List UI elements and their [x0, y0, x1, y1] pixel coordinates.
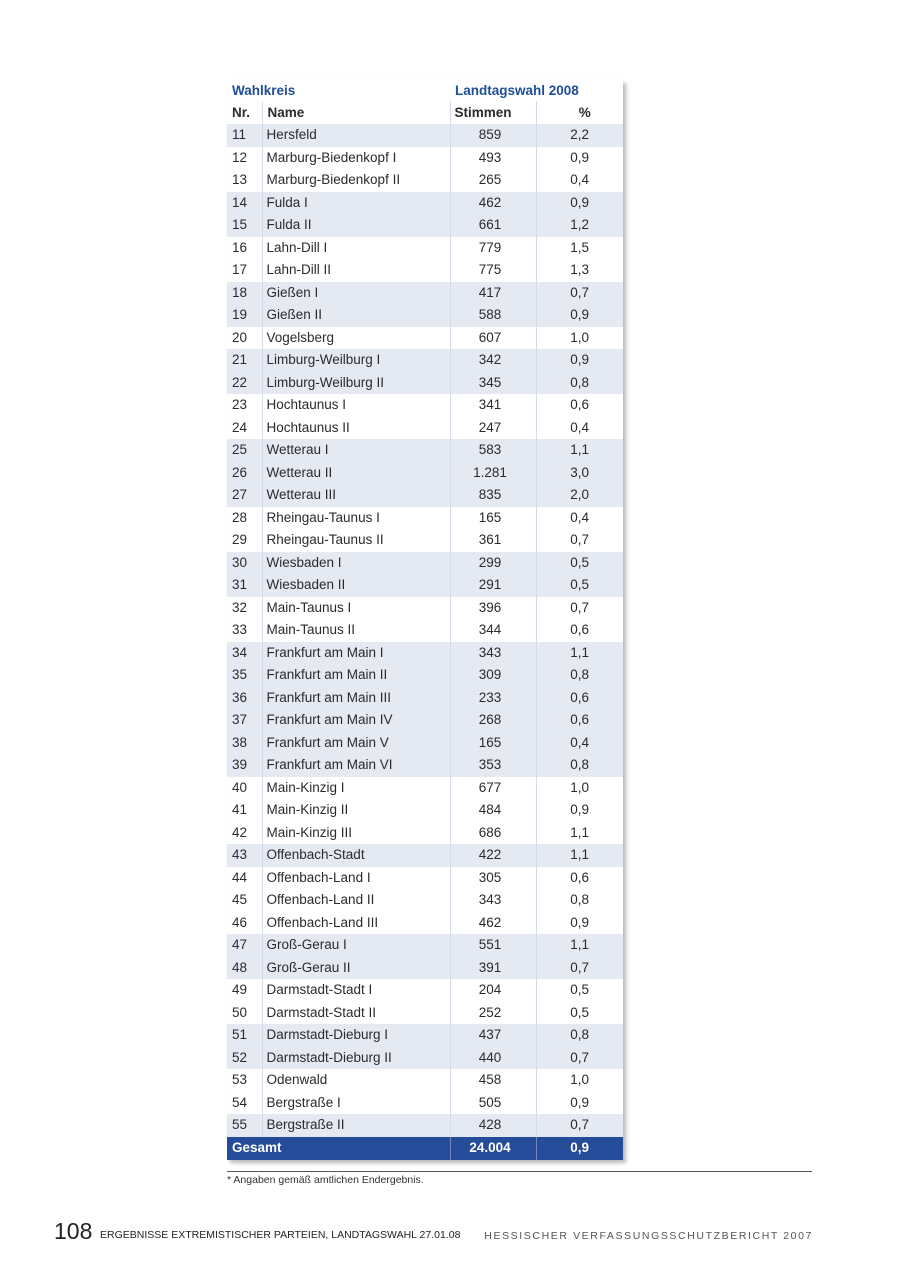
row-percent: 0,4 [536, 732, 623, 755]
row-name: Wetterau II [262, 462, 450, 485]
row-name: Main-Kinzig I [262, 777, 450, 800]
row-name: Offenbach-Stadt [262, 844, 450, 867]
row-number: 19 [227, 304, 262, 327]
row-name: Darmstadt-Dieburg II [262, 1047, 450, 1070]
row-percent: 0,7 [536, 529, 623, 552]
row-name: Wiesbaden II [262, 574, 450, 597]
footer-section-title: ERGEBNISSE EXTREMISTISCHER PARTEIEN, LANDTAGSWAHL 27.01.08 [100, 1229, 461, 1241]
row-name: Frankfurt am Main I [262, 642, 450, 665]
row-name: Darmstadt-Stadt I [262, 979, 450, 1002]
row-stimmen: 204 [450, 979, 536, 1002]
row-name: Groß-Gerau I [262, 934, 450, 957]
row-name: Frankfurt am Main III [262, 687, 450, 710]
row-name: Main-Taunus I [262, 597, 450, 620]
table-row [227, 147, 623, 170]
table-row [227, 957, 623, 980]
column-header-name: Name [262, 101, 450, 124]
row-percent: 0,7 [536, 1047, 623, 1070]
table-row [227, 799, 623, 822]
row-stimmen: 677 [450, 777, 536, 800]
row-number: 48 [227, 957, 262, 980]
row-stimmen: 484 [450, 799, 536, 822]
row-stimmen: 583 [450, 439, 536, 462]
row-name: Rheingau-Taunus II [262, 529, 450, 552]
row-stimmen: 551 [450, 934, 536, 957]
row-stimmen: 343 [450, 889, 536, 912]
row-stimmen: 437 [450, 1024, 536, 1047]
row-percent: 0,6 [536, 709, 623, 732]
row-name: Hochtaunus II [262, 417, 450, 440]
row-number: 37 [227, 709, 262, 732]
row-percent: 0,6 [536, 687, 623, 710]
row-percent: 0,5 [536, 979, 623, 1002]
row-number: 15 [227, 214, 262, 237]
table-row [227, 169, 623, 192]
row-percent: 0,9 [536, 192, 623, 215]
row-number: 17 [232, 262, 248, 277]
row-number: 24 [232, 419, 248, 435]
row-stimmen: 247 [450, 417, 536, 440]
row-name: Wiesbaden I [262, 552, 450, 575]
table-row [227, 1024, 623, 1047]
total-percent: 0,9 [536, 1137, 623, 1160]
row-number: 18 [227, 282, 262, 305]
row-number: 28 [232, 509, 248, 525]
row-percent: 2,0 [536, 484, 623, 507]
row-stimmen: 345 [450, 372, 536, 395]
row-name: Limburg-Weilburg II [262, 372, 450, 395]
row-number: 55 [227, 1114, 262, 1137]
row-number: 23 [232, 397, 248, 412]
row-percent: 3,0 [536, 462, 623, 485]
row-percent: 0,7 [536, 597, 623, 620]
row-stimmen: 305 [450, 867, 536, 890]
row-number: 31 [227, 574, 262, 597]
results-table [227, 80, 623, 1160]
row-stimmen: 422 [450, 844, 536, 867]
row-percent: 0,7 [536, 1114, 623, 1137]
row-name: Hersfeld [262, 124, 450, 147]
row-stimmen: 835 [450, 484, 536, 507]
row-number: 39 [227, 754, 262, 777]
row-number: 34 [227, 642, 262, 665]
row-name: Main-Kinzig III [262, 822, 450, 845]
footer-report-title: HESSISCHER VERFASSUNGSSCHUTZBERICHT 2007 [484, 1230, 813, 1242]
table-row [227, 597, 623, 620]
row-number: 33 [232, 622, 248, 637]
row-percent: 1,1 [536, 822, 623, 845]
table-row [227, 777, 623, 800]
row-number: 35 [227, 664, 262, 687]
row-name: Frankfurt am Main VI [262, 754, 450, 777]
table-row [227, 1092, 623, 1115]
row-stimmen: 686 [450, 822, 536, 845]
row-name: Frankfurt am Main V [262, 732, 450, 755]
row-stimmen: 396 [450, 597, 536, 620]
table-column-header [227, 101, 623, 124]
row-number: 51 [227, 1024, 262, 1047]
table-row [227, 1069, 623, 1092]
table-row [227, 484, 623, 507]
row-percent: 1,1 [536, 934, 623, 957]
row-percent: 0,4 [536, 417, 623, 440]
table-row [227, 124, 623, 147]
row-number: 38 [227, 732, 262, 755]
row-percent: 0,9 [536, 349, 623, 372]
row-name: Wetterau I [262, 439, 450, 462]
table-row [227, 867, 623, 890]
row-stimmen: 417 [450, 282, 536, 305]
table-row [227, 1002, 623, 1025]
row-stimmen: 607 [450, 327, 536, 350]
table-row [227, 709, 623, 732]
row-number: 26 [227, 462, 262, 485]
table-row [227, 327, 623, 350]
row-name: Limburg-Weilburg I [262, 349, 450, 372]
row-name: Offenbach-Land I [262, 867, 450, 890]
table-row [227, 844, 623, 867]
row-percent: 0,9 [536, 799, 623, 822]
row-number: 41 [232, 802, 248, 817]
table-row [227, 462, 623, 485]
row-stimmen: 458 [450, 1069, 536, 1092]
row-stimmen: 1.281 [450, 462, 536, 485]
table-row [227, 529, 623, 552]
table-row [227, 912, 623, 935]
row-name: Marburg-Biedenkopf II [262, 169, 450, 192]
row-stimmen: 661 [450, 214, 536, 237]
total-label: Gesamt [227, 1137, 450, 1160]
total-stimmen: 24.004 [450, 1137, 536, 1160]
row-number: 12 [232, 149, 248, 165]
table-row [227, 979, 623, 1002]
row-stimmen: 779 [450, 237, 536, 260]
group-header-wahlkreis: Wahlkreis [232, 83, 296, 98]
row-name: Frankfurt am Main II [262, 664, 450, 687]
row-percent: 0,9 [536, 1092, 623, 1115]
row-name: Vogelsberg [262, 327, 450, 350]
row-number: 53 [232, 1072, 248, 1087]
row-percent: 0,9 [536, 147, 623, 170]
row-name: Fulda I [262, 192, 450, 215]
table-row [227, 754, 623, 777]
row-stimmen: 344 [450, 619, 536, 642]
table-row [227, 574, 623, 597]
row-percent: 0,8 [536, 664, 623, 687]
column-header-nr: Nr. [232, 105, 251, 120]
row-stimmen: 462 [450, 192, 536, 215]
row-name: Offenbach-Land II [262, 889, 450, 912]
row-percent: 1,0 [536, 777, 623, 800]
row-number: 11 [227, 124, 262, 147]
row-name: Bergstraße II [262, 1114, 450, 1137]
row-stimmen: 165 [450, 732, 536, 755]
row-percent: 1,2 [536, 214, 623, 237]
row-stimmen: 342 [450, 349, 536, 372]
row-percent: 1,0 [536, 327, 623, 350]
table-row [227, 349, 623, 372]
row-stimmen: 291 [450, 574, 536, 597]
row-percent: 1,5 [536, 237, 623, 260]
row-stimmen: 428 [450, 1114, 536, 1137]
row-stimmen: 165 [450, 507, 536, 530]
row-percent: 0,7 [536, 957, 623, 980]
row-percent: 0,9 [536, 304, 623, 327]
row-stimmen: 462 [450, 912, 536, 935]
table-row [227, 642, 623, 665]
row-percent: 1,1 [536, 439, 623, 462]
row-name: Odenwald [262, 1069, 450, 1092]
column-header-stimmen: Stimmen [450, 101, 536, 124]
row-name: Gießen II [262, 304, 450, 327]
table-body [227, 124, 623, 1137]
row-stimmen: 505 [450, 1092, 536, 1115]
row-number: 21 [227, 349, 262, 372]
group-header-landtagswahl: Landtagswahl 2008 [455, 83, 579, 98]
table-row [227, 732, 623, 755]
row-percent: 0,9 [536, 912, 623, 935]
row-stimmen: 440 [450, 1047, 536, 1070]
table-group-header [227, 80, 623, 101]
row-number: 22 [227, 372, 262, 395]
row-number: 30 [227, 552, 262, 575]
table-row [227, 934, 623, 957]
table-row [227, 439, 623, 462]
table-row [227, 417, 623, 440]
row-name: Marburg-Biedenkopf I [262, 147, 450, 170]
row-percent: 1,3 [536, 259, 623, 282]
row-number: 25 [227, 439, 262, 462]
row-number: 32 [232, 599, 248, 615]
row-stimmen: 252 [450, 1002, 536, 1025]
row-stimmen: 353 [450, 754, 536, 777]
table-row [227, 889, 623, 912]
row-stimmen: 268 [450, 709, 536, 732]
row-stimmen: 299 [450, 552, 536, 575]
row-percent: 0,5 [536, 552, 623, 575]
row-number: 47 [227, 934, 262, 957]
row-number: 16 [232, 239, 248, 255]
row-stimmen: 343 [450, 642, 536, 665]
row-name: Offenbach-Land III [262, 912, 450, 935]
total-row [227, 1137, 623, 1160]
row-number: 52 [227, 1047, 262, 1070]
row-stimmen: 493 [450, 147, 536, 170]
row-number: 20 [232, 329, 248, 345]
table-row [227, 259, 623, 282]
row-number: 27 [227, 484, 262, 507]
row-percent: 0,6 [536, 867, 623, 890]
row-number: 50 [232, 1004, 248, 1020]
table-row [227, 237, 623, 260]
column-header-percent: % [536, 101, 623, 124]
table-row [227, 394, 623, 417]
row-stimmen: 265 [450, 169, 536, 192]
row-number: 44 [232, 869, 248, 885]
row-stimmen: 391 [450, 957, 536, 980]
table-row [227, 1047, 623, 1070]
table-row [227, 1114, 623, 1137]
row-number: 54 [232, 1094, 248, 1110]
table-row [227, 687, 623, 710]
row-number: 46 [232, 914, 248, 930]
row-number: 49 [232, 982, 248, 997]
row-number: 13 [232, 172, 248, 187]
row-number: 14 [227, 192, 262, 215]
row-stimmen: 588 [450, 304, 536, 327]
row-stimmen: 775 [450, 259, 536, 282]
row-percent: 0,4 [536, 507, 623, 530]
row-name: Main-Kinzig II [262, 799, 450, 822]
table-row [227, 192, 623, 215]
footnote-divider [227, 1171, 812, 1172]
table-row [227, 372, 623, 395]
table-row [227, 619, 623, 642]
row-percent: 0,8 [536, 1024, 623, 1047]
row-name: Wetterau III [262, 484, 450, 507]
row-stimmen: 361 [450, 529, 536, 552]
row-name: Gießen I [262, 282, 450, 305]
row-name: Hochtaunus I [262, 394, 450, 417]
row-number: 40 [232, 779, 248, 795]
row-number: 29 [232, 532, 248, 547]
row-name: Groß-Gerau II [262, 957, 450, 980]
row-percent: 1,1 [536, 844, 623, 867]
row-name: Fulda II [262, 214, 450, 237]
table-row [227, 552, 623, 575]
row-name: Darmstadt-Dieburg I [262, 1024, 450, 1047]
row-percent: 1,1 [536, 642, 623, 665]
row-percent: 0,8 [536, 754, 623, 777]
row-name: Rheingau-Taunus I [262, 507, 450, 530]
row-percent: 0,6 [536, 394, 623, 417]
row-name: Lahn-Dill II [262, 259, 450, 282]
row-number: 45 [232, 892, 248, 907]
row-percent: 0,5 [536, 1002, 623, 1025]
table-row [227, 304, 623, 327]
row-name: Main-Taunus II [262, 619, 450, 642]
table-row [227, 664, 623, 687]
row-stimmen: 859 [450, 124, 536, 147]
page-number: 108 [54, 1218, 93, 1244]
row-percent: 0,7 [536, 282, 623, 305]
row-percent: 0,6 [536, 619, 623, 642]
table-row [227, 214, 623, 237]
row-stimmen: 233 [450, 687, 536, 710]
table-row [227, 507, 623, 530]
row-percent: 0,8 [536, 372, 623, 395]
row-name: Darmstadt-Stadt II [262, 1002, 450, 1025]
footnote: * Angaben gemäß amtlichen Endergebnis. [227, 1174, 424, 1186]
row-percent: 0,8 [536, 889, 623, 912]
row-percent: 2,2 [536, 124, 623, 147]
table-row [227, 822, 623, 845]
table-row [227, 282, 623, 305]
row-stimmen: 341 [450, 394, 536, 417]
row-name: Frankfurt am Main IV [262, 709, 450, 732]
row-number: 36 [227, 687, 262, 710]
row-name: Lahn-Dill I [262, 237, 450, 260]
row-number: 42 [232, 824, 248, 840]
row-percent: 0,5 [536, 574, 623, 597]
row-name: Bergstraße I [262, 1092, 450, 1115]
row-percent: 1,0 [536, 1069, 623, 1092]
row-stimmen: 309 [450, 664, 536, 687]
row-number: 43 [227, 844, 262, 867]
row-percent: 0,4 [536, 169, 623, 192]
results-table-container [227, 80, 623, 1160]
